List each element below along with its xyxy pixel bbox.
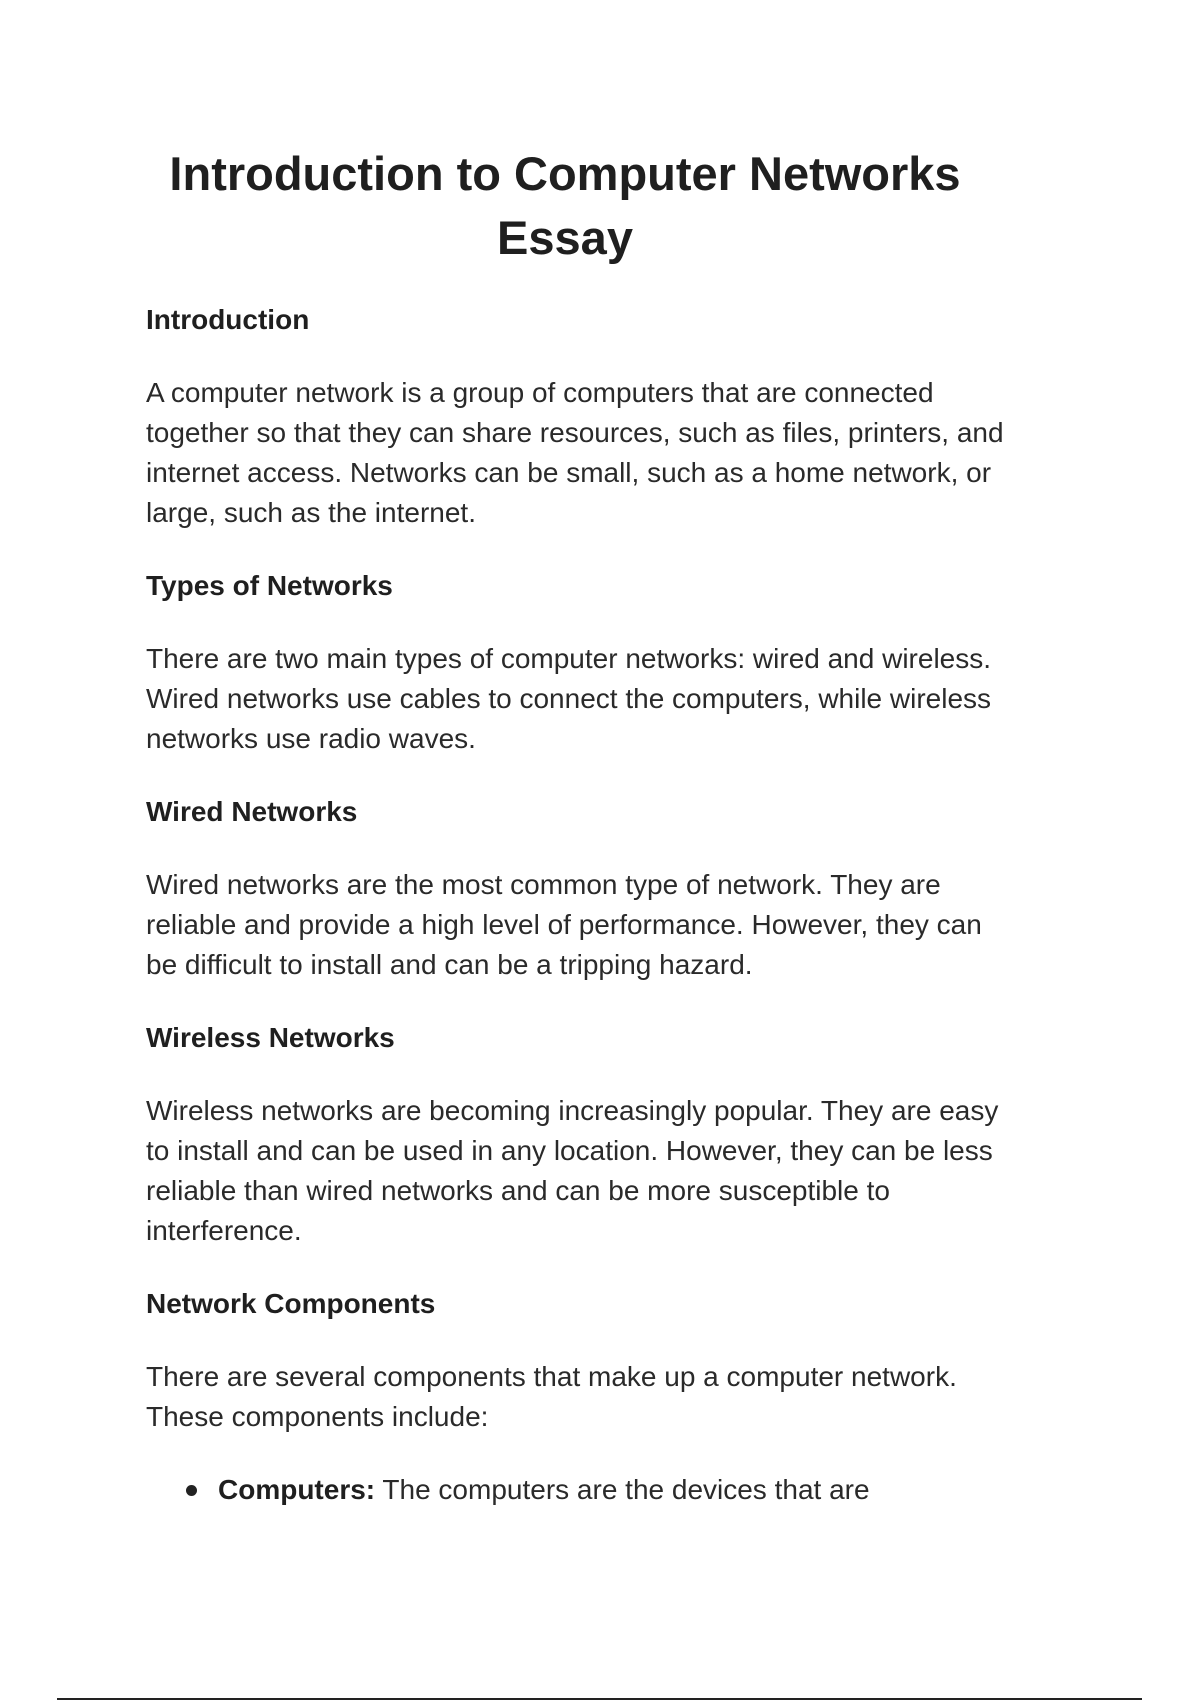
network-components-heading: Network Components — [146, 1288, 436, 1319]
types-of-networks-heading: Types of Networks — [146, 570, 393, 601]
introduction-paragraph: A computer network is a group of computers that are connected together so that they can share resources, such as files, printers, and internet access. Networks can be small, such as a home network, or large, such as the internet. — [146, 377, 1004, 528]
bullet-term: Computers: — [218, 1474, 376, 1505]
wireless-networks-heading: Wireless Networks — [146, 1022, 395, 1053]
wired-networks-paragraph: Wired networks are the most common type of network. They are reliable and provide a high level of performance. However, they can be difficult to install and can be a tripping hazard. — [146, 869, 982, 980]
bullet-text: The computers are the devices that are — [375, 1474, 870, 1505]
bullet-icon — [186, 1485, 197, 1496]
wireless-networks-paragraph: Wireless networks are becoming increasingly popular. They are easy to install and can be used in any location. However, they can be less reliable than wired networks and can be more susceptible to interference. — [146, 1095, 999, 1246]
introduction-heading: Introduction — [146, 304, 310, 335]
wired-networks-heading: Wired Networks — [146, 796, 358, 827]
network-components-paragraph: There are several components that make up a computer network. These components include: — [146, 1361, 957, 1432]
types-of-networks-paragraph: There are two main types of computer networks: wired and wireless. Wired networks use cables to connect the computers, while wireless networks use radio waves. — [146, 643, 992, 754]
components-list — [146, 1470, 1006, 1510]
list-item — [146, 1470, 1006, 1510]
document-content — [146, 300, 1006, 1510]
document-title: Introduction to Computer Networks Essay — [169, 147, 961, 264]
